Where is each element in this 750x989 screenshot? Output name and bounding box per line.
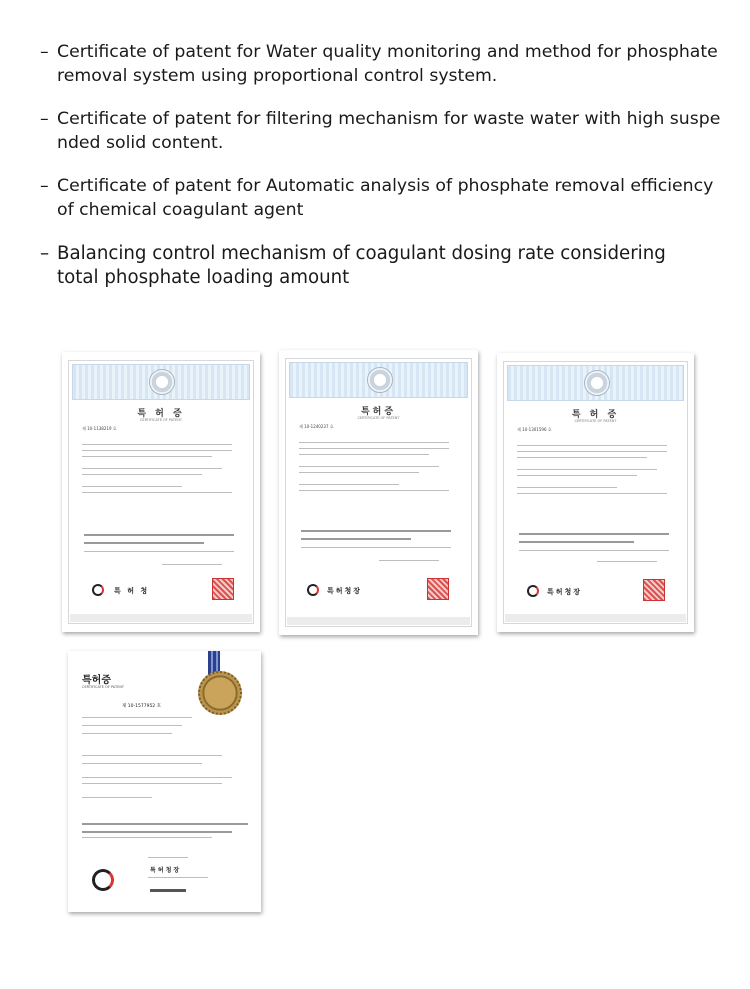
patent-certificate-3 — [497, 353, 694, 632]
bullet-1 — [40, 40, 730, 88]
bullet-text: Balancing control mechanism of coagulant dosing rate considering total phosphate loading amount — [57, 243, 666, 288]
certificate-title: 특 허 증 — [571, 410, 620, 420]
signature — [150, 889, 186, 892]
issuer-name: 특허청장 — [150, 867, 182, 874]
gold-seal-icon — [198, 671, 242, 715]
emblem-icon — [149, 369, 175, 395]
certificate-footer — [505, 614, 686, 622]
official-seal-stamp — [643, 579, 665, 601]
patent-number: 제 10-1240237 호 — [299, 424, 334, 429]
bullet-dash: – — [40, 42, 49, 62]
certificate-subtitle: CERTIFICATE OF PATENT — [574, 419, 617, 423]
issuer-name: 특허청장 — [327, 587, 363, 595]
kipo-logo-icon — [307, 584, 319, 596]
bullet-3 — [40, 174, 730, 222]
bullet-dash: – — [40, 243, 50, 264]
bullet-text: Certificate of patent for filtering mechanism for waste water with high suspe nded solid content. — [57, 109, 721, 153]
certificate-footer — [287, 617, 470, 625]
patent-certificate-4 — [68, 651, 261, 912]
issuer-name: 특허청장 — [547, 588, 583, 596]
official-seal-stamp — [212, 578, 234, 600]
kipo-logo-icon — [92, 869, 114, 891]
kipo-logo-icon — [527, 585, 539, 597]
certificate-subtitle: CERTIFICATE OF PATENT — [357, 416, 400, 420]
kipo-logo-icon — [92, 584, 104, 596]
emblem-icon — [584, 370, 610, 396]
official-seal-stamp — [427, 578, 449, 600]
certificate-subtitle: CERTIFICATE OF PATENT — [139, 418, 183, 422]
patent-number: 제 10-1577952 호 — [122, 704, 161, 709]
certificate-footer — [70, 614, 252, 622]
certificate-title: 특 허 증 — [137, 409, 185, 419]
certificate-title: 특허증 — [82, 675, 111, 686]
bullet-text: Certificate of patent for Water quality monitoring and method for phosphate removal system using proportional control system. — [57, 42, 718, 86]
bullet-2 — [40, 107, 730, 155]
bullet-dash: – — [40, 109, 49, 129]
patent-certificate-2 — [279, 350, 478, 635]
bullet-dash: – — [40, 176, 49, 196]
patent-number: 제 10-1301596 호 — [517, 427, 552, 432]
patent-number: 제 10-1138219 호 — [82, 426, 117, 431]
patent-certificate-1 — [62, 352, 260, 632]
certificate-subtitle: CERTIFICATE OF PATENT — [82, 685, 125, 689]
emblem-icon — [367, 367, 393, 393]
certificate-title: 특허증 — [360, 407, 397, 417]
bullet-text: Certificate of patent for Automatic analysis of phosphate removal efficiency of chemical coagulant agent — [57, 176, 714, 220]
issuer-name: 특 허 청 — [114, 587, 150, 595]
bullet-4 — [40, 242, 730, 290]
